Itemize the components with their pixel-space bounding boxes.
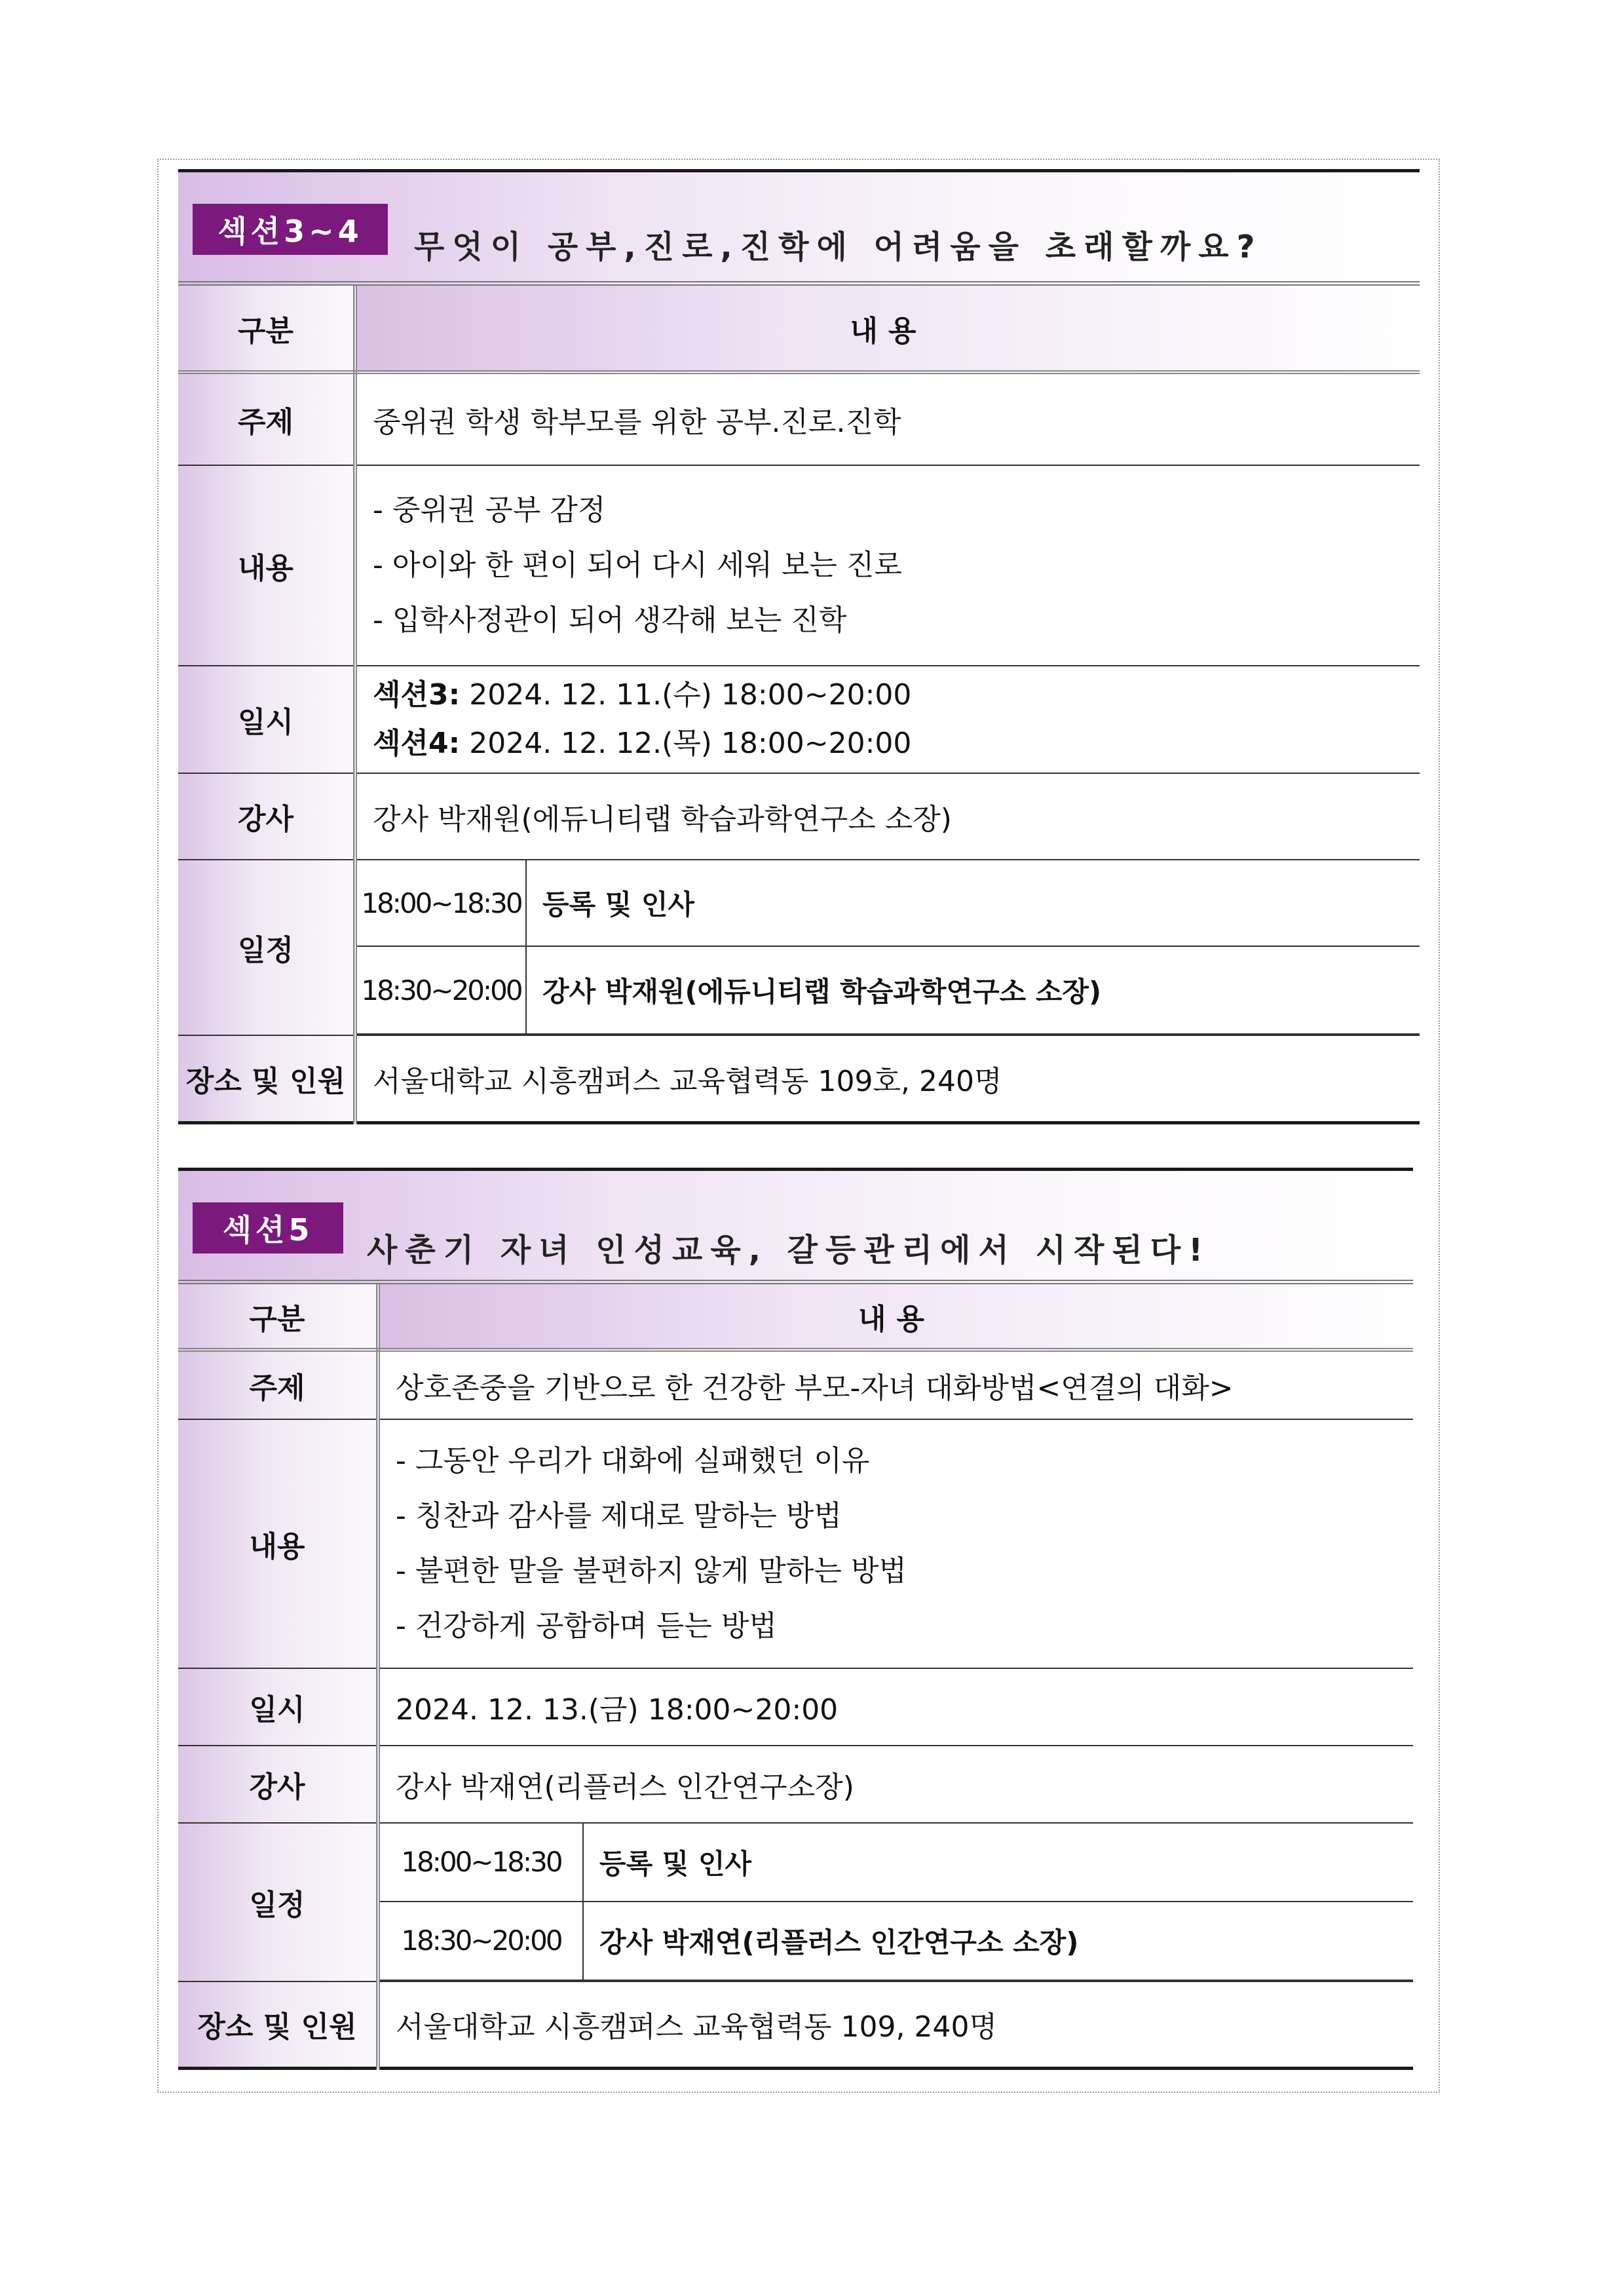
schedule-table (380, 1824, 1413, 1981)
schedule-row (357, 946, 1420, 1034)
schedule-desc: 강사 박재원(에듀니티랩 학습과학연구소 소장) (526, 946, 1420, 1034)
section-3-4 (178, 169, 1420, 1122)
topic-value: 중위권 학생 학부모를 위한 공부.진로.진학 (355, 372, 1420, 465)
row-label: 일시 (178, 666, 355, 773)
schedule-desc: 등록 및 인사 (583, 1824, 1413, 1902)
list-item: - 불편한 말을 불편하지 않게 말하는 방법 (396, 1554, 907, 1588)
table-row-date (178, 1668, 1413, 1746)
schedule-desc: 강사 박재연(리플러스 인간연구소 소장) (583, 1902, 1413, 1980)
header-value: 내용 (378, 1284, 1413, 1350)
date-prefix: 섹션4: (373, 727, 461, 760)
topic-value: 상호존중을 기반으로 한 건강한 부모-자녀 대화방법<연결의 대화> (378, 1350, 1413, 1419)
content-list (378, 1419, 1413, 1668)
info-table (178, 1284, 1413, 2070)
row-label: 일정 (178, 860, 355, 1035)
row-label: 내용 (178, 1419, 378, 1668)
row-label: 일정 (178, 1823, 378, 1981)
schedule-cell (355, 860, 1420, 1035)
row-label: 내용 (178, 465, 355, 666)
content-list (355, 465, 1420, 666)
table-header-row (178, 286, 1420, 372)
table-row-place (178, 1981, 1413, 2068)
table-row-date (178, 666, 1420, 773)
date-lines (355, 666, 1420, 773)
date-line (373, 671, 1420, 719)
date-text: 2024. 12. 12.(목) 18:00~20:00 (469, 727, 912, 760)
date-line (373, 719, 1420, 768)
lecturer-value: 강사 박재연(리플러스 인간연구소장) (378, 1746, 1413, 1823)
row-label: 장소 및 인원 (178, 1035, 355, 1122)
section-header (178, 1168, 1413, 1284)
table-row-schedule (178, 1823, 1413, 1981)
schedule-time: 18:00~18:30 (357, 860, 526, 946)
schedule-table (357, 860, 1420, 1035)
schedule-row (380, 1902, 1413, 1980)
list-item: - 그동안 우리가 대화에 실패했던 이유 (396, 1444, 870, 1478)
table-row-lecturer (178, 773, 1420, 860)
row-label: 일시 (178, 1668, 378, 1746)
table-row-lecturer (178, 1746, 1413, 1823)
table-row-content (178, 1419, 1413, 1668)
section-title: 사춘기 자녀 인성교육, 갈등관리에서 시작된다! (367, 1232, 1211, 1269)
row-label: 장소 및 인원 (178, 1981, 378, 2068)
list-item: - 중위권 공부 감정 (373, 493, 606, 527)
list-item: - 입학사정관이 되어 생각해 보는 진학 (373, 603, 847, 637)
date-prefix: 섹션3: (373, 678, 461, 712)
table-row-topic (178, 372, 1420, 465)
list-item: - 칭찬과 감사를 제대로 말하는 방법 (396, 1499, 842, 1533)
table-header-row (178, 1284, 1413, 1350)
section-header (178, 169, 1420, 286)
table-row-content (178, 465, 1420, 666)
list-item: - 건강하게 공함하며 듣는 방법 (396, 1609, 777, 1643)
place-value: 서울대학교 시흥캠퍼스 교육협력동 109, 240명 (378, 1981, 1413, 2068)
schedule-row (357, 860, 1420, 946)
row-label: 주제 (178, 1350, 378, 1419)
row-label: 강사 (178, 773, 355, 860)
date-value: 2024. 12. 13.(금) 18:00~20:00 (378, 1668, 1413, 1746)
lecturer-value: 강사 박재원(에듀니티랩 학습과학연구소 소장) (355, 773, 1420, 860)
header-label: 구분 (178, 286, 355, 372)
schedule-cell (378, 1823, 1413, 1981)
schedule-row (380, 1824, 1413, 1902)
list-item: - 아이와 한 편이 되어 다시 세워 보는 진로 (373, 548, 902, 582)
schedule-time: 18:30~20:00 (357, 946, 526, 1034)
schedule-time: 18:30~20:00 (380, 1902, 583, 1980)
section-badge: 섹션3~4 (193, 204, 388, 255)
info-table (178, 286, 1420, 1124)
row-label: 주제 (178, 372, 355, 465)
table-row-place (178, 1035, 1420, 1122)
table-row-topic (178, 1350, 1413, 1419)
schedule-time: 18:00~18:30 (380, 1824, 583, 1902)
header-label: 구분 (178, 1284, 378, 1350)
header-value: 내용 (355, 286, 1420, 372)
section-5 (178, 1168, 1413, 2082)
date-text: 2024. 12. 11.(수) 18:00~20:00 (469, 678, 912, 712)
place-value: 서울대학교 시흥캠퍼스 교육협력동 109호, 240명 (355, 1035, 1420, 1122)
schedule-desc: 등록 및 인사 (526, 860, 1420, 946)
section-title: 무엇이 공부,진로,진학에 어려움을 초래할까요? (414, 229, 1263, 265)
row-label: 강사 (178, 1746, 378, 1823)
table-row-schedule (178, 860, 1420, 1035)
section-badge: 섹션5 (193, 1202, 343, 1253)
